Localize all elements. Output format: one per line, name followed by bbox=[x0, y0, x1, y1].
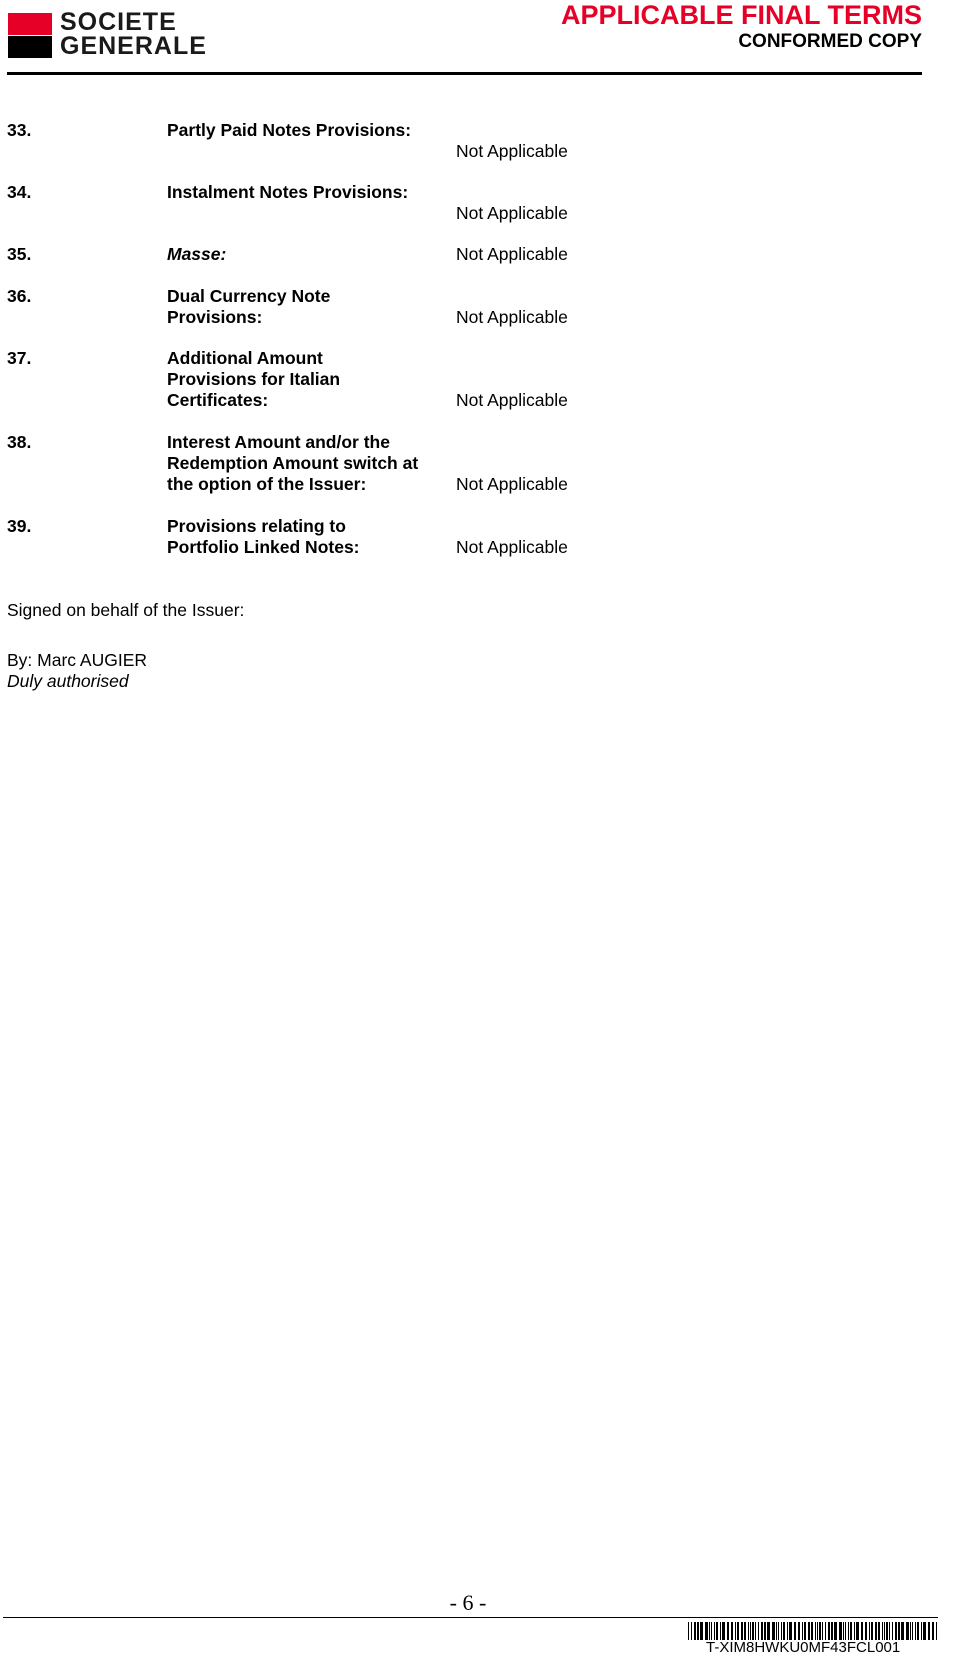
item-label: Instalment Notes Provisions: bbox=[167, 182, 409, 202]
item-number: 35. bbox=[7, 244, 32, 264]
item-label: Interest Amount and/or the Redemption Amount switch at the option of the Issuer: bbox=[167, 432, 419, 494]
item-value: Not Applicable bbox=[456, 307, 568, 327]
item-value: Not Applicable bbox=[456, 141, 568, 161]
document-title: APPLICABLE FINAL TERMS bbox=[560, 0, 922, 30]
societe-generale-logo bbox=[8, 8, 233, 60]
document-header bbox=[561, 0, 922, 54]
barcode-icon bbox=[688, 1622, 940, 1640]
item-number: 38. bbox=[7, 432, 32, 452]
document-subtitle: CONFORMED COPY bbox=[738, 31, 922, 52]
item-value: Not Applicable bbox=[456, 390, 568, 410]
item-label: Masse: bbox=[167, 244, 227, 264]
item-number: 37. bbox=[7, 348, 32, 368]
item-number: 33. bbox=[7, 120, 32, 140]
signatory-capacity: Duly authorised bbox=[7, 671, 129, 691]
item-label: Dual Currency Note Provisions: bbox=[167, 286, 331, 327]
footer-divider bbox=[3, 1617, 938, 1618]
logo-wordmark bbox=[60, 10, 207, 58]
logo-line-1: SOCIETE bbox=[60, 8, 177, 36]
item-label: Provisions relating to Portfolio Linked Notes: bbox=[167, 516, 360, 557]
signatory-name: By: Marc AUGIER bbox=[7, 650, 148, 670]
item-label: Partly Paid Notes Provisions: bbox=[167, 120, 412, 140]
item-label: Additional Amount Provisions for Italian Certificates: bbox=[167, 348, 341, 410]
signature-intro: Signed on behalf of the Issuer: bbox=[7, 600, 245, 620]
item-value: Not Applicable bbox=[456, 474, 568, 494]
item-value: Not Applicable bbox=[456, 203, 568, 223]
item-number: 39. bbox=[7, 516, 32, 536]
item-value: Not Applicable bbox=[456, 537, 568, 557]
logo-line-2: GENERALE bbox=[60, 32, 207, 60]
logo-mark-icon bbox=[8, 13, 52, 58]
item-number: 34. bbox=[7, 182, 32, 202]
page-number: - 6 - bbox=[449, 1590, 487, 1615]
item-value: Not Applicable bbox=[456, 244, 568, 264]
header-divider bbox=[7, 72, 922, 75]
barcode-text: T-XIM8HWKU0MF43FCL001 bbox=[706, 1639, 901, 1656]
item-number: 36. bbox=[7, 286, 32, 306]
